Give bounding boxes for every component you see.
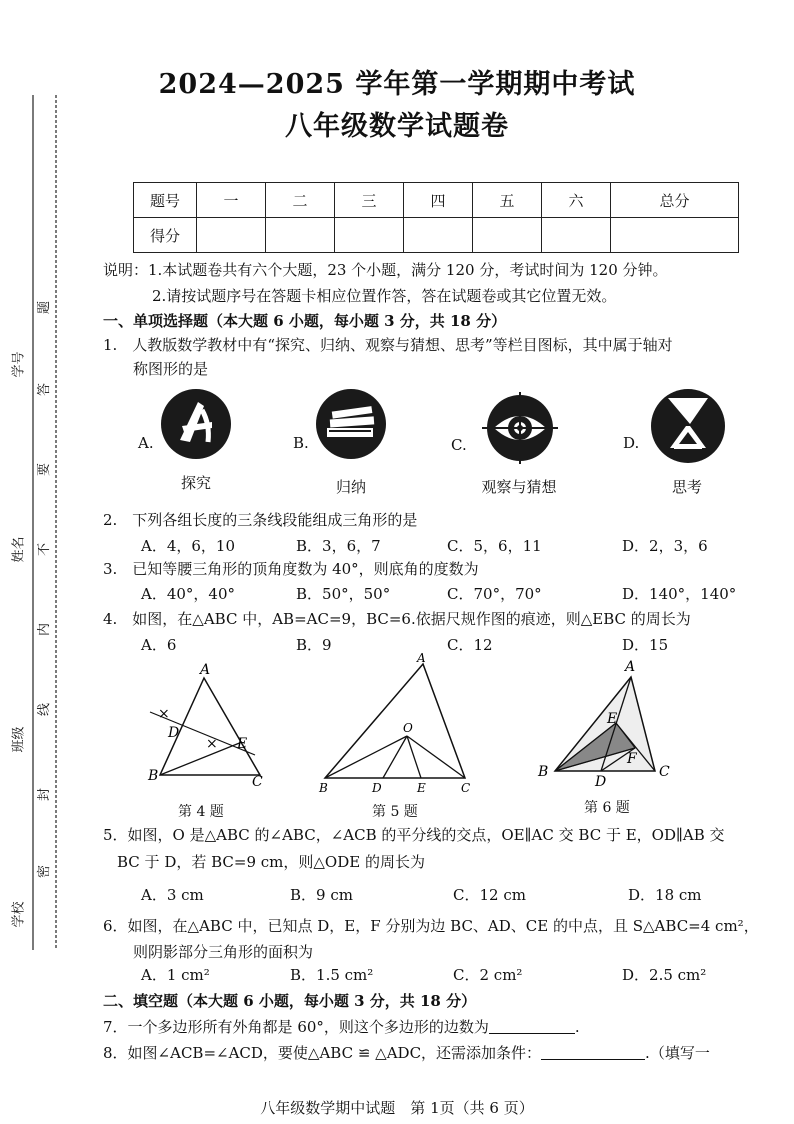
figure-q6 xyxy=(535,655,685,790)
compass-icon xyxy=(650,388,726,464)
label-d: D xyxy=(372,781,382,795)
q3-option-b: B．50°，50° xyxy=(296,585,391,603)
q1-option-b-caption: 归纳 xyxy=(335,478,366,496)
label-b: B xyxy=(148,768,159,784)
label-e: E xyxy=(607,711,618,727)
score-table-score-row xyxy=(134,218,739,253)
q1-option-a-letter: A. xyxy=(138,434,154,452)
q7-text: 7．一个多边形所有外角都是 60°，则这个多边形的边数为 xyxy=(103,1018,489,1036)
student-id-label: 学号 xyxy=(11,351,27,378)
q1-option-b-letter: B. xyxy=(293,434,309,452)
table-header-cell: 题号 xyxy=(134,183,197,218)
q4-option-d: D．15 xyxy=(622,636,669,654)
score-table-header-row xyxy=(134,183,739,218)
label-b: B xyxy=(538,764,549,780)
q5-option-d: D．18 cm xyxy=(628,886,702,904)
seal-char: 内 xyxy=(37,622,53,637)
score-cell xyxy=(542,218,611,253)
label-f: F xyxy=(627,751,637,767)
instructions-line-2: 2.请按试题序号在答题卡相应位置作答，答在试题卷或其它位置无效。 xyxy=(152,287,617,305)
table-header-cell: 总分 xyxy=(611,183,739,218)
q2-stem: 2. 下列各组长度的三条线段能组成三角形的是 xyxy=(103,511,418,529)
q7-answer-blank[interactable] xyxy=(489,1019,575,1034)
seal-char: 答 xyxy=(37,382,53,397)
label-b: B xyxy=(319,781,328,795)
q6-option-d: D．2.5 cm² xyxy=(622,966,707,984)
seal-char: 不 xyxy=(37,542,53,557)
q6-option-c: C．2 cm² xyxy=(453,966,523,984)
q4-option-a: A．6 xyxy=(141,636,177,654)
score-cell xyxy=(197,218,266,253)
seal-char: 要 xyxy=(37,462,53,477)
label-d: D xyxy=(168,725,180,741)
page-footer: 八年级数学期中试题 第 1页（共 6 页） xyxy=(260,1099,534,1117)
q5-option-b: B．9 cm xyxy=(290,886,353,904)
q7-stem xyxy=(103,1016,580,1037)
q6-option-a: A．1 cm² xyxy=(141,966,210,984)
label-a: A xyxy=(200,662,211,678)
school-label: 学校 xyxy=(11,901,27,928)
table-header-cell: 四 xyxy=(404,183,473,218)
seal-char: 密 xyxy=(37,864,53,879)
label-c: C xyxy=(659,764,670,780)
q1-option-c-letter: C. xyxy=(451,436,467,454)
q2-option-d: D．2，3，6 xyxy=(622,537,708,555)
score-cell xyxy=(611,218,739,253)
q8-stem xyxy=(103,1042,710,1063)
name-label: 姓名 xyxy=(11,536,27,563)
figure-q6-caption: 第 6 题 xyxy=(584,800,630,816)
label-o: O xyxy=(403,721,413,735)
q5-option-a: A．3 cm xyxy=(141,886,204,904)
q2-option-b: B．3，6，7 xyxy=(296,537,381,555)
q6-option-b: B．1.5 cm² xyxy=(290,966,374,984)
binding-margin xyxy=(0,0,100,1124)
label-e: E xyxy=(417,781,426,795)
q5-stem-line-1: 5．如图，O 是△ABC 的∠ABC，∠ACB 的平分线的交点，OE∥AC 交 BC 于 E，OD∥AB 交 xyxy=(103,826,725,844)
table-header-cell: 二 xyxy=(266,183,335,218)
q3-option-a: A．40°，40° xyxy=(141,585,236,603)
instructions-line-1: 说明：1.本试题卷共有六个大题，23 个小题，满分 120 分，考试时间为 120 分钟。 xyxy=(103,261,668,279)
label-e: E xyxy=(237,736,248,752)
q1-option-c-caption: 观察与猜想 xyxy=(481,478,557,496)
q1-option-d-caption: 思考 xyxy=(671,478,702,496)
q8-end: .（填写一 xyxy=(645,1044,710,1062)
score-cell xyxy=(335,218,404,253)
q5-stem-line-2: BC 于 D，若 BC=9 cm，则△ODE 的周长为 xyxy=(117,853,425,871)
explore-icon xyxy=(160,388,232,460)
figure-q4 xyxy=(140,660,280,800)
seal-char: 线 xyxy=(37,702,53,717)
exam-title: 2024—2025 学年第一学期期中考试 xyxy=(158,69,636,100)
score-cell xyxy=(473,218,542,253)
section-1-heading: 一、单项选择题（本大题 6 小题，每小题 3 分，共 18 分） xyxy=(103,312,507,330)
q1-stem-line-2: 称图形的是 xyxy=(133,360,209,378)
q4-option-c: C．12 xyxy=(447,636,493,654)
score-table xyxy=(133,182,739,253)
q4-stem: 4. 如图，在△ABC 中，AB=AC=9，BC=6.依据尺规作图的痕迹，则△EBC 的周长为 xyxy=(103,610,691,628)
q2-option-c: C．5，6，11 xyxy=(447,537,542,555)
q4-option-b: B．9 xyxy=(296,636,332,654)
exam-subtitle: 八年级数学试题卷 xyxy=(285,111,509,142)
books-icon xyxy=(315,388,387,460)
table-header-cell: 六 xyxy=(542,183,611,218)
seal-char: 题 xyxy=(37,300,53,315)
figure-q4-caption: 第 4 题 xyxy=(178,804,224,820)
q1-option-a-caption: 探究 xyxy=(180,474,211,492)
section-2-heading: 二、填空题（本大题 6 小题，每小题 3 分，共 18 分） xyxy=(103,992,477,1010)
svg-text:×: × xyxy=(206,736,218,752)
seal-char: 封 xyxy=(37,787,53,802)
q3-option-c: C．70°，70° xyxy=(447,585,542,603)
label-a: A xyxy=(625,659,636,675)
q3-option-d: D．140°，140° xyxy=(622,585,737,603)
q7-end: . xyxy=(574,1018,580,1036)
score-row-label: 得分 xyxy=(134,218,197,253)
svg-text:×: × xyxy=(158,706,170,722)
q1-option-d-letter: D. xyxy=(623,434,640,452)
figure-q5 xyxy=(315,650,480,798)
label-c: C xyxy=(461,781,471,795)
q3-stem: 3. 已知等腰三角形的顶角度数为 40°，则底角的度数为 xyxy=(103,560,479,578)
label-c: C xyxy=(252,774,263,790)
eye-target-icon xyxy=(480,392,560,464)
figure-q5-caption: 第 5 题 xyxy=(372,804,418,820)
class-label: 班级 xyxy=(11,726,27,753)
table-header-cell: 一 xyxy=(197,183,266,218)
q1-stem-line-1: 1. 人教版数学教材中有“探究、归纳、观察与猜想、思考”等栏目图标，其中属于轴对 xyxy=(103,336,673,354)
score-cell xyxy=(266,218,335,253)
q6-stem-line-2: 则阴影部分三角形的面积为 xyxy=(133,943,314,961)
label-d: D xyxy=(595,774,607,790)
table-header-cell: 三 xyxy=(335,183,404,218)
q2-option-a: A．4，6，10 xyxy=(141,537,236,555)
q6-stem-line-1: 6．如图，在△ABC 中，已知点 D，E，F 分别为边 BC、AD、CE 的中点，且 S△ABC=4 cm²， xyxy=(103,917,759,935)
q8-text: 8．如图∠ACB=∠ACD，要使△ABC ≌ △ADC，还需添加条件： xyxy=(103,1044,542,1062)
score-cell xyxy=(404,218,473,253)
label-a: A xyxy=(417,651,426,665)
q5-option-c: C．12 cm xyxy=(453,886,526,904)
table-header-cell: 五 xyxy=(473,183,542,218)
q8-answer-blank[interactable] xyxy=(541,1045,645,1060)
